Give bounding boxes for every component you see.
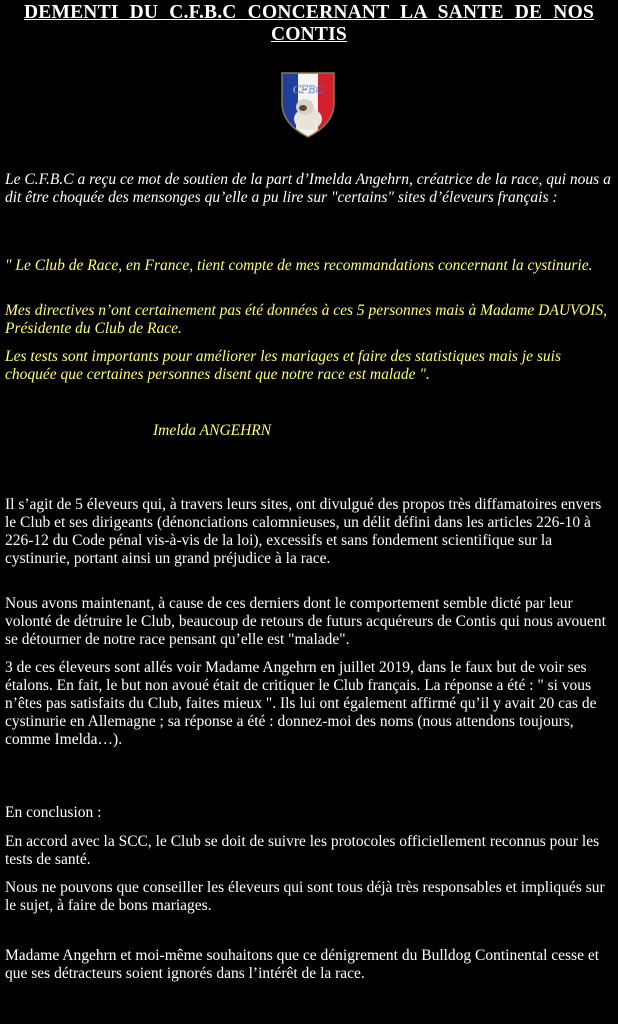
quote-paragraph-2: Mes directives n’ont certainement pas été données à ces 5 personnes mais à Madame DAUVOIS, Présidente du Club de Race. xyxy=(5,302,608,337)
body-paragraph-6: Madame Angehrn et moi-même souhaitons que ce dénigrement du Bulldog Continental cesse et que ses détracteurs soient ignorés dans l’intérêt de la race. xyxy=(5,947,600,982)
body-paragraph-5: Nous ne pouvons que conseiller les éleveurs qui sont tous déjà très responsables et impliqués sur le sujet, à faire de bons mariages. xyxy=(5,879,605,914)
page-title-line-1: DEMENTI DU C.F.B.C CONCERNANT LA SANTE DE NOS xyxy=(23,2,594,23)
conclusion-label: En conclusion : xyxy=(5,804,102,821)
logo-text: CFBC xyxy=(292,82,324,96)
club-logo xyxy=(278,69,338,139)
quote-paragraph-3: Les tests sont importants pour améliorer les mariages et faire des statistiques mais je suis choquée que certaines personnes disent que notre race est malade ". xyxy=(5,348,561,383)
quote-signature: Imelda ANGEHRN xyxy=(153,422,272,439)
quote-paragraph-1: " Le Club de Race, en France, tient compte de mes recommandations concernant la cystinurie. xyxy=(5,257,593,274)
page-title-line-2: CONTIS xyxy=(271,24,347,45)
body-paragraph-3: 3 de ces éleveurs sont allés voir Madame Angehrn en juillet 2019, dans le faux but de voir ses étalons. En fait, le but non avoué était de critiquer le Club français. La réponse a été : " si vous n’êtes pas satisfaits du Club, faites mieux ". Ils lui ont également affirmé qu’il y avait 20 cas de cystinurie en Allemagne ; sa réponse a été : donnez-moi des noms (nous attendons toujours, comme Imelda…). xyxy=(5,659,597,748)
body-paragraph-4: En accord avec la SCC, le Club se doit de suivre les protocoles officiellement reconnus pour les tests de santé. xyxy=(5,833,600,868)
body-paragraph-1: Il s’agit de 5 éleveurs qui, à travers leurs sites, ont divulgué des propos très diffamatoires envers le Club et ses dirigeants (dénonciations calomnieuses, un délit défini dans les articles 226-10 à 226-12 du Code pénal vis-à-vis de la loi), excessifs et sans fondement scientifique sur la cystinurie, portant ainsi un grand préjudice à la race. xyxy=(5,496,602,567)
page-title xyxy=(0,2,618,46)
body-paragraph-2: Nous avons maintenant, à cause de ces derniers dont le comportement semble dicté par leur volonté de détruire le Club, beaucoup de retours de futurs acquéreurs de Contis qui nous avouent se détourner de notre race pensant qu’elle est "malade". xyxy=(5,595,606,648)
intro-paragraph: Le C.F.B.C a reçu ce mot de soutien de la part d’Imelda Angehrn, créatrice de la race, qui nous a dit être choquée des mensonges qu’elle a pu lire sur "certains" sites d’éleveurs français : xyxy=(5,171,611,206)
